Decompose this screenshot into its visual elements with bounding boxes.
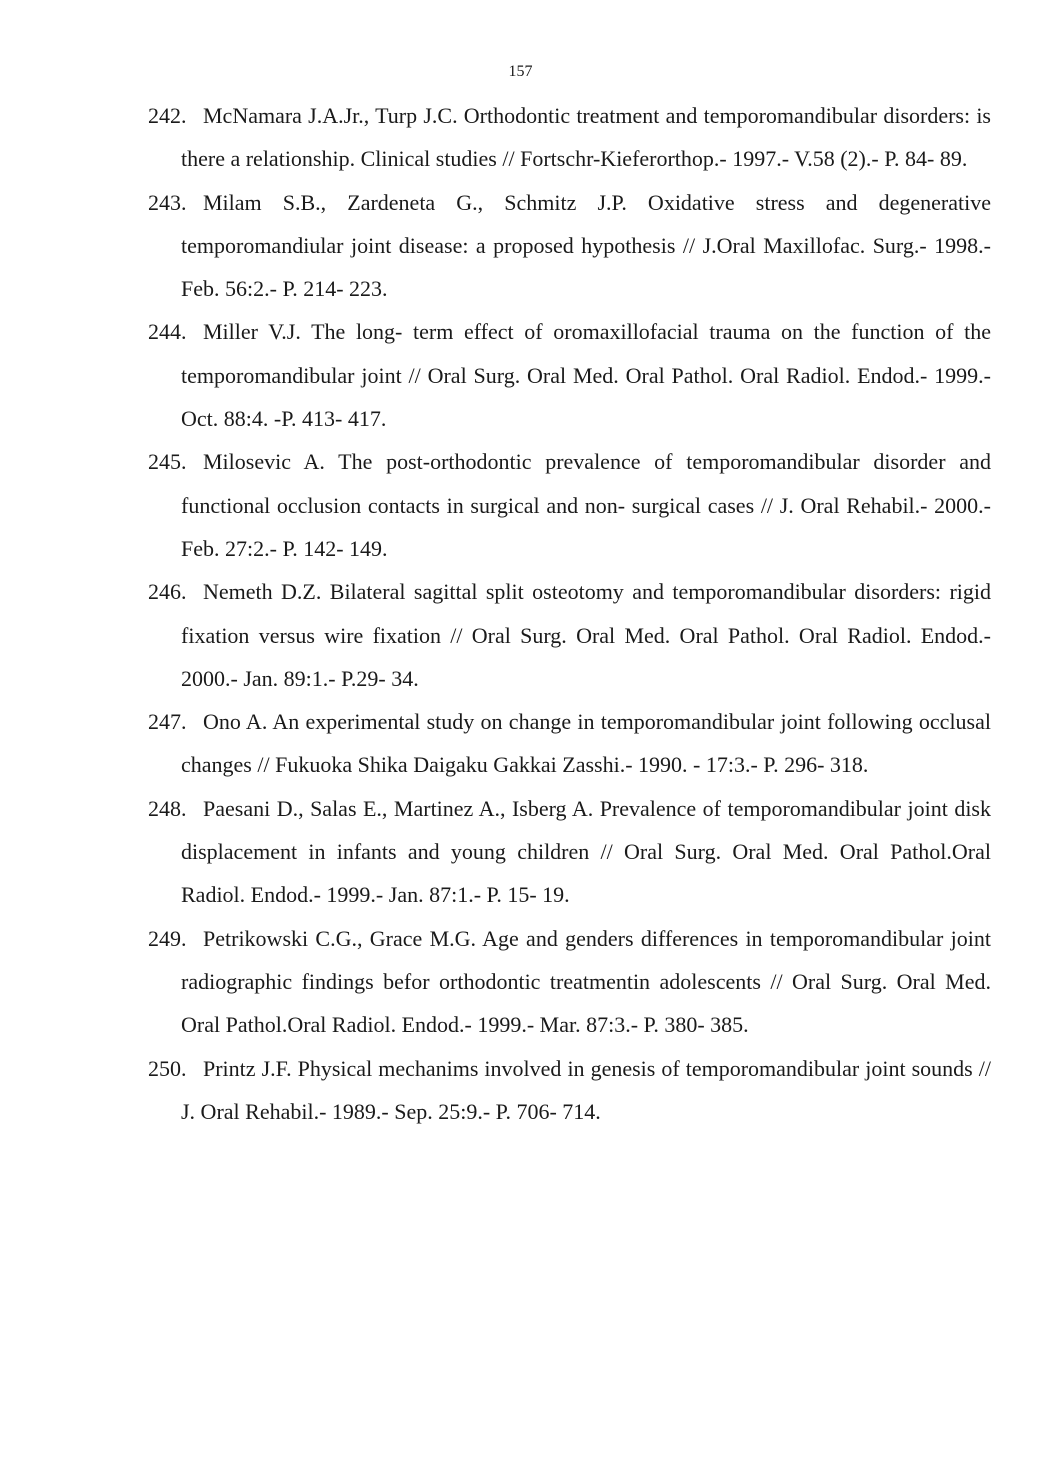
reference-item: [148, 181, 991, 311]
reference-item: [148, 1047, 991, 1134]
reference-number: 244.: [148, 319, 187, 345]
reference-text: Paesani D., Salas E., Martinez A., Isberg A. Prevalence of temporomandibular joint disk displacement in infants and young children // Oral Surg. Oral Med. Oral Pathol.Oral Radiol. Endod.- 1999.- Jan. 87:1.- P. 15- 19.: [181, 795, 991, 908]
reference-text: Milosevic A. The post-orthodontic prevalence of temporomandibular disorder and functional occlusion contacts in surgical and non- surgical cases // J. Oral Rehabil.- 2000.- Feb. 27:2.- P. 142- 149.: [181, 449, 991, 561]
reference-item: [148, 94, 991, 181]
reference-number: 250.: [148, 1055, 187, 1081]
reference-text: Nemeth D.Z. Bilateral sagittal split osteotomy and temporomandibular disorders: rigid fixation versus wire fixation // Oral Surg. Oral Med. Oral Pathol. Oral Radiol. Endod.- 2000.- Jan. 89:1.- P.29- 34.: [181, 579, 991, 691]
reference-text: Printz J.F. Physical mechanims involved in genesis of temporomandibular joint sounds // J. Oral Rehabil.- 1989.- Sep. 25:9.- P. 706- 714.: [181, 1055, 991, 1124]
reference-item: [148, 787, 991, 917]
reference-item: [148, 440, 991, 570]
reference-text: Petrikowski C.G., Grace M.G. Age and genders differences in temporomandibular joint radiographic findings befor orthodontic treatmentin adolescents // Oral Surg. Oral Med. Oral Pathol.Oral Radiol. Endod.- 1999.- Mar. 87:3.- P. 380- 385.: [181, 925, 991, 1038]
reference-text: Ono A. An experimental study on change in temporomandibular joint following occlusal changes // Fukuoka Shika Daigaku Gakkai Zasshi.- 1990. - 17:3.- P. 296- 318.: [181, 709, 991, 778]
reference-list: [148, 94, 991, 1133]
reference-text: McNamara J.A.Jr., Turp J.C. Orthodontic treatment and temporomandibular disorders: is there a relationship. Clinical studies // Fortschr-Kieferorthop.- 1997.- V.58 (2).- P. 84- 89.: [181, 103, 991, 172]
reference-number: 245.: [148, 449, 187, 475]
reference-number: 242.: [148, 103, 187, 128]
reference-number: 247.: [148, 709, 187, 735]
reference-item: [148, 570, 991, 700]
reference-number: 246.: [148, 579, 187, 605]
page-number: 157: [508, 63, 533, 80]
reference-number: 243.: [148, 189, 187, 215]
reference-item: [148, 917, 991, 1047]
reference-text: Miller V.J. The long- term effect of oromaxillofacial trauma on the function of the temporomandibular joint // Oral Surg. Oral Med. Oral Pathol. Oral Radiol. Endod.- 1999.- Oct. 88:4. -P. 413- 417.: [181, 319, 991, 432]
reference-number: 249.: [148, 925, 187, 951]
reference-item: [148, 700, 991, 787]
reference-number: 248.: [148, 795, 187, 821]
reference-text: Milam S.B., Zardeneta G., Schmitz J.P. Oxidative stress and degenerative temporomandiular joint disease: a proposed hypothesis // J.Oral Maxillofac. Surg.- 1998.- Feb. 56:2.- P. 214- 223.: [181, 189, 991, 302]
reference-item: [148, 310, 991, 440]
